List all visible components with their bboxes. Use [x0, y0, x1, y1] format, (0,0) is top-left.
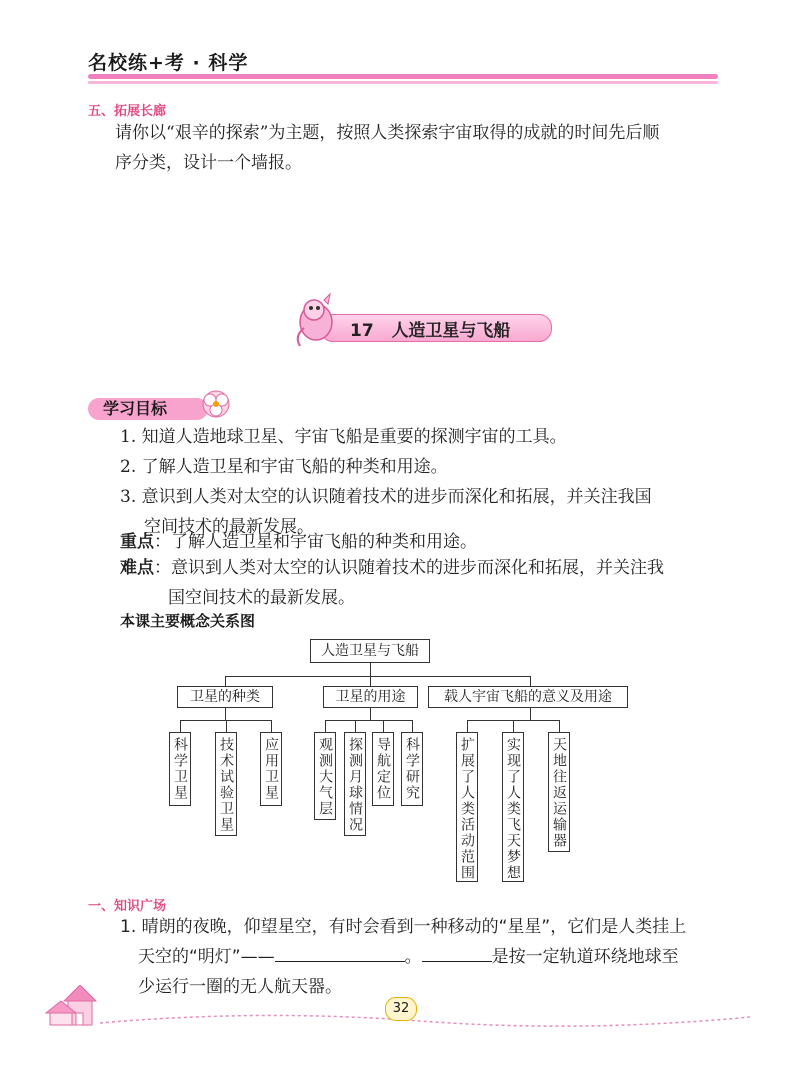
concept-map-heading: 本课主要概念关系图 [120, 612, 256, 630]
leaf-atmosphere: 观测大气层 [314, 732, 336, 820]
q1-blank-1[interactable] [275, 943, 405, 962]
leaf-moon-probe: 探测月球情况 [344, 732, 366, 836]
goals-tag: 学习目标 [103, 399, 168, 418]
leaf-flying-dream: 实现了人类飞天梦想 [502, 732, 524, 882]
section5-heading: 五、拓展长廊 [88, 104, 167, 119]
branch-satellite-uses: 卫星的用途 [323, 686, 418, 708]
section1-question-1 [120, 912, 730, 1002]
section1-heading: 一、知识广场 [88, 899, 167, 914]
page-number: 32 [385, 997, 417, 1021]
concept-root: 人造卫星与飞船 [310, 639, 430, 663]
key-text: ：了解人造卫星和宇宙飞船的种类和用途。 [154, 532, 477, 552]
leaf-test-satellite: 技术试验卫星 [215, 732, 237, 836]
difficult-line-2: 国空间技术的最新发展。 [168, 588, 355, 608]
section5-line-1: 请你以“艰辛的探索”为主题，按照人类探索宇宙取得的成就的时间先后顺 [115, 123, 660, 143]
leaf-navigation: 导航定位 [372, 732, 394, 806]
goal-item-2: 2. 了解人造卫星和宇宙飞船的种类和用途。 [120, 457, 448, 477]
q1-line-3: 少运行一圈的无人航天器。 [138, 977, 342, 997]
q1-line-2 [120, 942, 730, 972]
leaf-research: 科学研究 [401, 732, 423, 806]
section5-line-2: 序分类，设计一个墙报。 [115, 153, 302, 173]
leaf-application-satellite: 应用卫星 [260, 732, 282, 806]
branch-spaceship: 载人宇宙飞船的意义及用途 [428, 686, 628, 708]
lesson-number: 17 [350, 321, 374, 341]
branch-satellite-types: 卫星的种类 [177, 686, 273, 708]
q1-mid: 。 [404, 947, 422, 967]
q1-prefix: 天空的“明灯”—— [138, 947, 275, 967]
q1-blank-2[interactable] [422, 943, 492, 962]
leaf-science-satellite: 科学卫星 [169, 732, 191, 806]
header-title: 名校练+考 · 科学 [88, 52, 249, 74]
key-label: 重点 [120, 532, 154, 552]
difficult-line-1: ：意识到人类对太空的认识随着技术的进步而深化和拓展，并关注我 [154, 558, 664, 578]
lesson-title-text: 人造卫星与飞船 [391, 321, 511, 341]
leaf-transport: 天地往返运输器 [548, 732, 570, 852]
difficult-label: 难点 [120, 558, 154, 578]
goal-item-3-cont: 空间技术的最新发展。 [144, 517, 314, 537]
q1-line-1: 1. 晴朗的夜晚，仰望星空，有时会看到一种移动的“星星”，它们是人类挂上 [120, 917, 687, 937]
footer-dotted-wave [100, 1005, 750, 1035]
leaf-expand-activity: 扩展了人类活动范围 [456, 732, 478, 882]
q1-suffix: 是按一定轨道环绕地球至 [491, 947, 679, 967]
goal-item-1: 1. 知道人造地球卫星、宇宙飞船是重要的探测宇宙的工具。 [120, 427, 567, 447]
goal-item-3: 3. 意识到人类对太空的认识随着技术的进步而深化和拓展，并关注我国 [120, 487, 652, 507]
